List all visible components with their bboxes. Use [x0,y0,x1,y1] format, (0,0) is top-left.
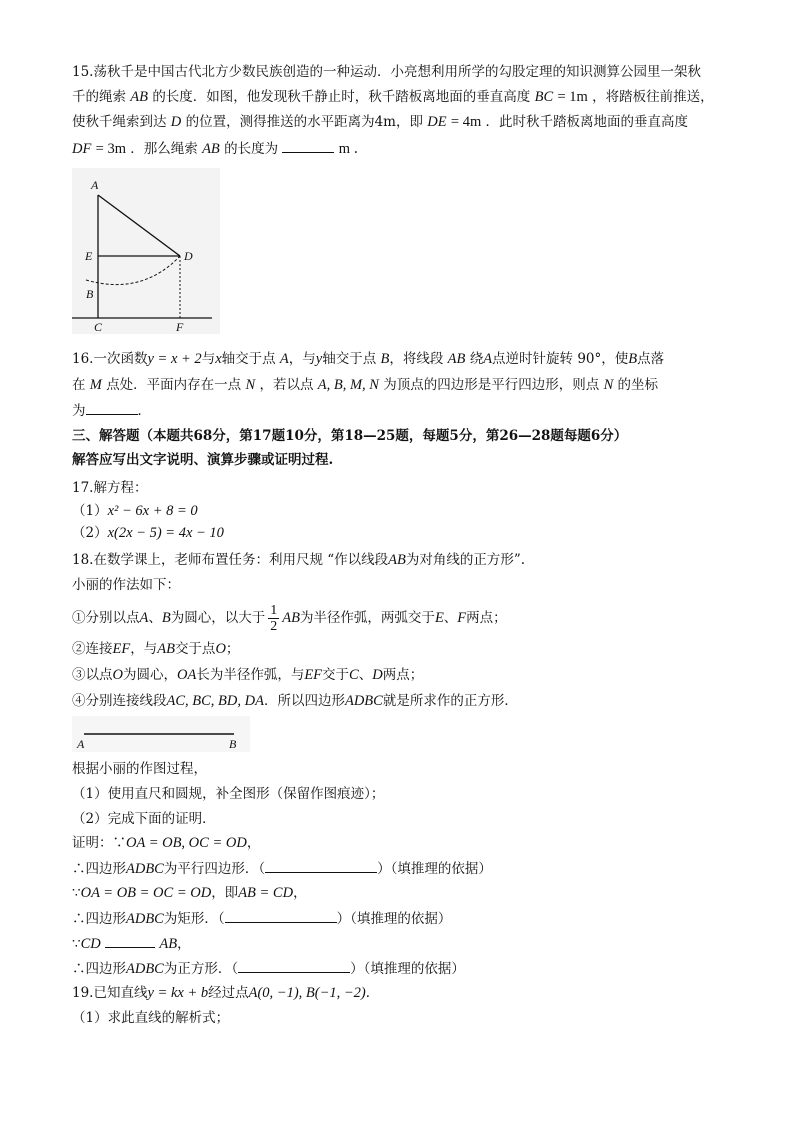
q17-text: （1） [72,503,108,519]
q16-text: ，与 [288,351,316,367]
q19-part1: （1）求此直线的解析式； [72,1010,230,1026]
label-d: D [184,249,193,263]
label-e: E [85,249,93,263]
q18-text: 为矩形．（ [163,911,225,927]
answer-blank[interactable] [282,139,334,153]
label-a: A [77,737,85,751]
q19-text: 经过点 [208,985,249,1001]
q18-line1 [72,551,525,569]
q16-text: ． [137,403,151,419]
q18-text: ， [293,885,307,901]
q15-text: ．此时秋千踏板离地面的垂直高度 [485,114,689,130]
q15-math: = 1m [557,89,588,105]
q16-text: 点处．平面内存在一点 [106,377,242,393]
q18-math: OA [176,667,197,683]
q16-text: 与 [201,351,216,367]
q18-text: 为对角线的正方形”. [405,552,526,568]
section-3-title: 三、解答题（本题共68分，第17题10分，第18—25题，每题5分，第26—28题每题6分） [72,428,628,444]
reason-blank-1[interactable] [265,859,377,873]
q16-math: A [483,351,493,367]
swing-figure [72,168,220,334]
q18-proof-line1 [72,834,260,852]
q18-text: 18.在数学课上，老师布置任务：利用尺规 “作以线段 [72,552,389,568]
section-3-instructions: 解答应写出文字说明、演算步骤或证明过程. [72,452,334,468]
q18-math: O [112,667,123,683]
q18-math: ADBC [126,861,164,877]
q18-text: ③以点 [72,667,113,683]
q15-math: D [170,114,182,130]
q16-text: 绕 [469,351,484,367]
q16-math: A, B, M, N [317,377,379,393]
q18-step2 [72,640,239,658]
label-b: B [86,287,94,301]
q16-text: 16.一次函数 [72,351,148,367]
q15-line3 [72,113,688,131]
q15-line1 [72,63,701,81]
q18-math: AC, BC, BD, DA [166,693,264,709]
q17-part1 [72,502,198,520]
q18-math: A [139,610,149,626]
q15-text: ．那么绳索 [130,141,198,157]
q15-math: = 4m [450,114,482,130]
q17-part2 [72,524,224,542]
q18-text: ）（填推理的依据） [336,911,452,927]
q18-math: OA = OB, OC = OD [126,835,247,851]
q16-math: AB [447,351,466,367]
q15-text: m ． [338,141,369,157]
q18-text: 为半径作弧，两弧交于 [299,610,435,626]
q18-text: 为圆心， [122,667,177,683]
q18-proof-line3 [72,884,307,902]
q18-proof-line5 [72,934,191,953]
q18-math: AB [282,610,300,626]
q18-text: 两点； [382,667,424,683]
q18-text: ）（填推理的依据） [377,861,492,877]
q15-text: 使秋千绳索到达 [72,114,167,130]
q18-math: EF [112,641,131,657]
q16-line2 [72,376,658,394]
q18-line2: 小丽的作法如下： [72,577,180,593]
q16-line1 [72,350,664,368]
q18-text: ④分别连接线段 [72,693,167,709]
label-f: F [176,320,184,334]
q18-proof-line2 [72,859,492,878]
q18-text: ∵ [72,936,81,952]
fraction-numerator: 1 [270,603,278,618]
q18-text: ∴四边形 [72,861,126,877]
q15-text: 千的绳索 [72,89,126,105]
q18-math: CD [80,936,101,952]
q19-math: A(0, −1), B(−1, −2) [248,985,366,1001]
q18-math: AB = CD [238,885,294,901]
q16-math: N [603,377,614,393]
q18-part1: （1）使用直尺和圆规，补全图形（保留作图痕迹）； [72,786,385,802]
q18-step4 [72,692,518,710]
q17-title: 17.解方程： [72,480,148,496]
q19-text: 19.已知直线 [72,985,148,1001]
q16-math: A [279,351,289,367]
q18-math: AB [157,641,175,657]
q16-line3 [72,401,151,420]
q18-text: ， [177,936,191,952]
q18-text: ∴四边形 [72,961,126,977]
q18-math: AB [159,936,178,952]
q18-math: ADBC [126,961,164,977]
q15-line4 [72,139,368,158]
q18-math: EF [304,667,323,683]
q16-text: 在 [72,377,86,393]
q17-math: x² − 6x + 8 = 0 [107,503,198,519]
q18-math: ADBC [344,693,383,709]
q16-text: 轴交于点 [322,351,377,367]
q17-math: x(2x − 5) = 4x − 10 [107,525,224,541]
q18-text: 、 [443,610,458,626]
q18-text: 就是所求作的正方形． [382,693,518,709]
q19-text: ． [365,985,380,1001]
q17-text: （2） [72,525,108,541]
q16-math: M [89,377,102,393]
q15-text: 的长度为 [224,141,279,157]
q18-part2: （2）完成下面的证明． [72,811,216,827]
q18-math: O [215,641,226,657]
q18-math: ADBC [126,911,164,927]
q18-text: 两点； [466,610,507,626]
q15-text: 的长度．如图，他发现秋千静止时，秋千踏板离地面的垂直高度 [152,89,531,105]
label-b: B [229,737,237,751]
q15-math: AB [130,89,149,105]
q18-text: ②连接 [72,641,113,657]
q18-proof-line4 [72,909,451,928]
q18-text: ）（填推理的依据） [350,961,465,977]
reason-blank-2[interactable] [225,909,337,923]
q18-text: ．所以四边形 [263,693,345,709]
q15-text: 15.荡秋千是中国古代北方少数民族创造的一种运动．小亮想利用所学的勾股定理的知识测算公园里一架秋 [72,64,701,80]
q18-math: OA = OB = OC = OD [80,885,212,901]
q19-line1 [72,984,379,1002]
q15-math: AB [202,141,220,157]
q18-text: ，与 [130,641,158,657]
q16-text: 点落 [637,351,665,367]
q16-text: 为 [72,403,86,419]
q18-text: 交于 [322,667,350,683]
q15-text: 的位置，测得推送的水平距离为4m，即 [185,114,423,130]
q16-math: y [315,351,323,367]
answer-blank[interactable] [86,401,138,415]
q15-math: DF [72,141,92,157]
q18-text: 交于点 [174,641,216,657]
q16-text: 轴交于点 [221,351,276,367]
q18-text: ， [246,835,261,851]
fraction-denominator: 2 [270,619,278,634]
q18-math: E [434,610,444,626]
reason-blank-3[interactable] [238,959,350,973]
half-fraction [268,603,279,634]
q18-text: ①分别以点 [72,610,140,626]
q18-math: B [161,610,171,626]
q16-text: ，若以点 [259,377,314,393]
q16-text: 为顶点的四边形是平行四边形，则点 [383,377,600,393]
q15-line2 [72,88,714,106]
rope-ad-line [98,195,180,256]
q18-math: C [349,667,359,683]
q15-text: ，将踏板往前推送， [592,89,714,105]
q18-text: ，即 [211,885,239,901]
q16-math: x [215,351,222,367]
q18-step3 [72,666,423,684]
relation-blank[interactable] [105,934,155,948]
q18-math: F [457,610,467,626]
q18-text: 、 [148,610,162,626]
q18-text: 为圆心，以大于 [170,610,266,626]
q18-text: 为平行四边形．（ [163,861,266,877]
swing-arc [86,256,180,285]
q18-text: ； [225,641,240,657]
q19-math: y = kx + b [147,985,209,1001]
label-c: C [94,320,103,334]
q18-text: 长为半径作弧，与 [196,667,305,683]
q16-text: 的坐标 [617,377,659,393]
q18-line3: 根据小丽的作图过程， [72,761,207,777]
q15-math: = 3m [95,141,126,157]
q18-proof-line6 [72,959,465,978]
segment-ab-figure [72,716,250,752]
q16-math: N [245,377,256,393]
q18-math: AB [388,552,406,568]
q16-math: B [380,351,390,367]
q15-math: DE [427,114,447,130]
q16-text: 点逆时针旋转 90°，使 [492,351,629,367]
q18-math: D [372,667,383,683]
q16-math: B [628,351,638,367]
q18-text: ∵ [72,885,81,901]
q18-text: 、 [358,667,373,683]
q15-math: BC [534,89,554,105]
q18-text: 为正方形．（ [163,961,239,977]
q18-step1 [72,603,507,634]
q16-text: ，将线段 [389,351,444,367]
q18-text: ∴四边形 [72,911,126,927]
label-a: A [91,178,99,192]
q16-math: y = x + 2 [147,351,202,367]
q18-text: 证明：∵ [72,835,126,851]
